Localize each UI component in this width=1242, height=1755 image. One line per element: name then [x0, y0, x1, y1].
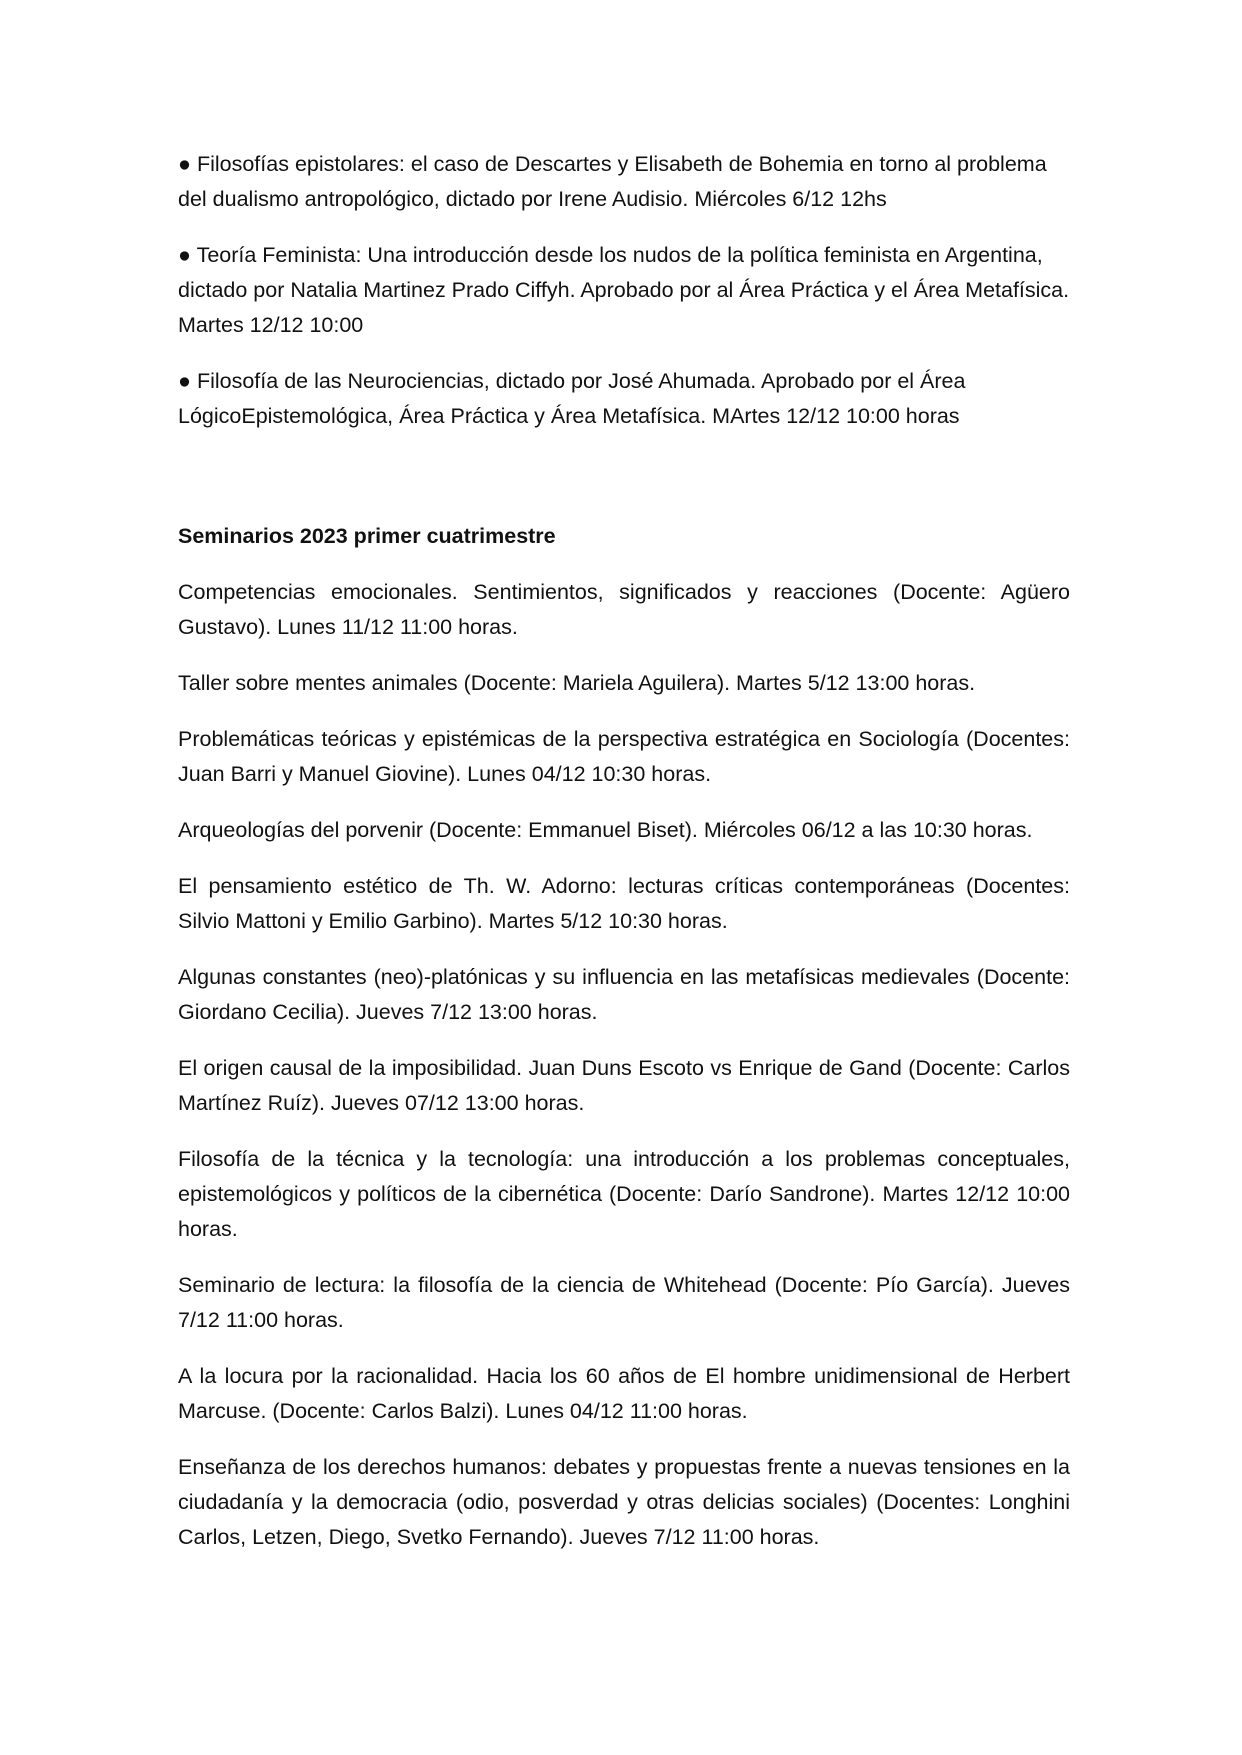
- seminar-item: Competencias emocionales. Sentimientos, significados y reacciones (Docente: Agüero Gustavo). Lunes 11/12 11:00 horas.: [178, 580, 1070, 639]
- bullet-item-teoria-feminista: ● Teoría Feminista: Una introducción desde los nudos de la política feminista en Argentina, dictado por Natalia Martinez Prado Ciffyh. Aprobado por al Área Práctica y el Área Metafísica. Martes 12/12 10:00: [178, 243, 1070, 337]
- seminar-item: Enseñanza de los derechos humanos: debates y propuestas frente a nuevas tensiones en la ciudadanía y la democracia (odio, posverdad y otras delicias sociales) (Docentes: Longhini Carlos, Letzen, Diego, Svetko Fernando). Jueves 7/12 11:00 horas.: [178, 1455, 1070, 1549]
- seminar-item: Algunas constantes (neo)-platónicas y su influencia en las metafísicas medievales (Docente: Giordano Cecilia). Jueves 7/12 13:00 horas.: [178, 965, 1070, 1024]
- seminar-item: A la locura por la racionalidad. Hacia los 60 años de El hombre unidimensional de Herbert Marcuse. (Docente: Carlos Balzi). Lunes 04/12 11:00 horas.: [178, 1364, 1070, 1423]
- bullet-item-neurociencias: ● Filosofía de las Neurociencias, dictado por José Ahumada. Aprobado por el Área LógicoEpistemológica, Área Práctica y Área Metafísica. MArtes 12/12 10:00 horas: [178, 369, 966, 428]
- section-title: Seminarios 2023 primer cuatrimestre: [178, 524, 556, 548]
- bullet-item-epistolares: ● Filosofías epistolares: el caso de Descartes y Elisabeth de Bohemia en torno al problema del dualismo antropológico, dictado por Irene Audisio. Miércoles 6/12 12hs: [178, 152, 1047, 211]
- seminar-item: El origen causal de la imposibilidad. Juan Duns Escoto vs Enrique de Gand (Docente: Carlos Martínez Ruíz). Jueves 07/12 13:00 horas.: [178, 1056, 1070, 1115]
- document-body: [178, 147, 1070, 1576]
- seminar-item: Problemáticas teóricas y epistémicas de la perspectiva estratégica en Sociología (Docentes: Juan Barri y Manuel Giovine). Lunes 04/12 10:30 horas.: [178, 727, 1070, 786]
- seminar-item: Seminario de lectura: la filosofía de la ciencia de Whitehead (Docente: Pío García). Jueves 7/12 11:00 horas.: [178, 1273, 1070, 1332]
- seminar-item: Filosofía de la técnica y la tecnología: una introducción a los problemas conceptuales, epistemológicos y políticos de la cibernética (Docente: Darío Sandrone). Martes 12/12 10:00 horas.: [178, 1147, 1070, 1241]
- seminar-item: Taller sobre mentes animales (Docente: Mariela Aguilera). Martes 5/12 13:00 horas.: [178, 671, 976, 695]
- seminar-item: El pensamiento estético de Th. W. Adorno: lecturas críticas contemporáneas (Docentes: Silvio Mattoni y Emilio Garbino). Martes 5/12 10:30 horas.: [178, 874, 1070, 933]
- seminar-item: Arqueologías del porvenir (Docente: Emmanuel Biset). Miércoles 06/12 a las 10:30 horas.: [178, 818, 1033, 842]
